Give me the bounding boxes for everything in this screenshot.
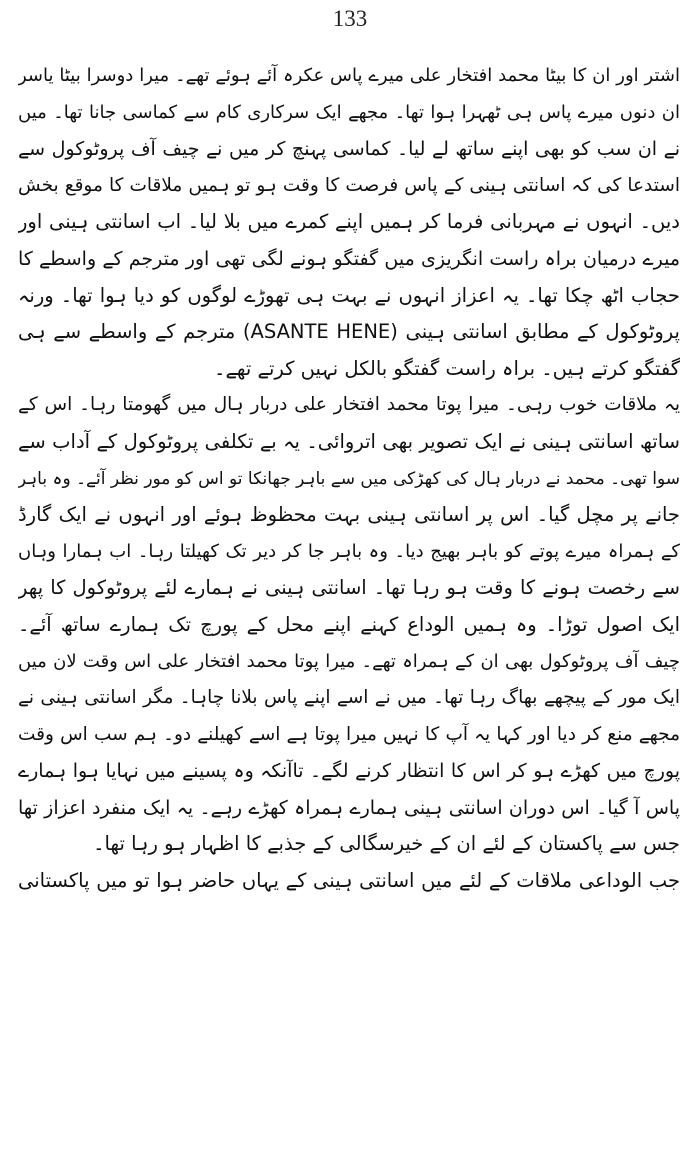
paragraph-end-line: گفتگو کرتے ہیں۔ براہ راست گفتگو بالکل نہیں کرتے تھے۔ [214, 356, 680, 380]
text-line: نے ان سب کو بھی اپنے ساتھ لے لیا۔ کماسی پہنچ کر میں نے چیف آف پروٹوکول سے [18, 138, 680, 161]
page-number: 133 [332, 6, 368, 31]
text-line: حجاب اٹھ چکا تھا۔ یہ اعزاز انہوں نے بہت ہی تھوڑے لوگوں کو دیا ہوا تھا۔ ورنہ [18, 283, 680, 307]
text-line: ایک مور کے پیچھے بھاگ رہا تھا۔ میں نے اسے اپنے پاس بلانا چاہا۔ مگر اسانتی ہینی نے [18, 687, 680, 709]
text-line: سے رخصت ہونے کا وقت ہو رہا تھا۔ اسانتی ہینی نے ہمارے لئے پروٹوکول کا پھر [18, 576, 680, 600]
text-line: ان دنوں میرے پاس ہی ٹھہرا ہوا تھا۔ مجھے ایک سرکاری کام سے کماسی جانا تھا۔ میں [18, 101, 680, 123]
text-line: سوا تھی۔ محمد نے دربار ہال کی کھڑکی میں سے باہر جھانکا تو اس کو مور نظر آئے۔ وہ باہر [18, 468, 680, 489]
paragraph-end-line: جس سے پاکستان کے لئے ان کے خیرسگالی کے جذبے کا اظہار ہو رہا تھا۔ [93, 832, 680, 856]
text-line: جانے پر مچل گیا۔ اس پر اسانتی ہینی بہت محظوظ ہوئے اور انہوں نے ایک گارڈ [18, 503, 680, 527]
text-line: پورچ میں کھڑے ہو کر اس کا انتظار کرنے لگے۔ تاآنکہ وہ پسینے میں نہایا ہوا ہمارے [18, 760, 680, 783]
text-line: چیف آف پروٹوکول بھی ان کے ہمراہ تھے۔ میرا پوتا محمد افتخار علی اس وقت لان میں [18, 650, 680, 672]
text-line: مجھے منع کر دیا اور کہا یہ آپ کا نہیں میرا پوتا ہے اسے کھیلنے دو۔ ہم سب اس وقت [18, 723, 680, 745]
text-line: کے ہمراہ میرے پوتے کو باہر بھیج دیا۔ وہ باہر جا کر دیر تک کھیلتا رہا۔ اب ہمارا وہاں [18, 540, 680, 562]
text-line: دیں۔ انہوں نے مہربانی فرما کر ہمیں اپنے کمرے میں بلا لیا۔ اب اسانتی ہینی اور [18, 210, 680, 234]
text-line: ایک اصول توڑا۔ وہ ہمیں الوداع کہنے اپنے محل کے پورچ تک ہمارے ساتھ آئے۔ [18, 612, 680, 636]
text-line: پاس آ گیا۔ اس دوران اسانتی ہینی ہمارے ہمراہ کھڑے رہے۔ یہ ایک منفرد اعزاز تھا [18, 796, 680, 819]
text-line: ساتھ اسانتی ہینی نے ایک تصویر بھی اتروائی۔ یہ بے تکلفی پروٹوکول کے آداب سے [18, 429, 680, 453]
text-line: جب الوداعی ملاقات کے لئے میں اسانتی ہینی کے یہاں حاضر ہوا تو میں پاکستانی [18, 869, 680, 893]
body-text [18, 58, 680, 900]
text-line: یہ ملاقات خوب رہی۔ میرا پوتا محمد افتخار علی دربار ہال میں گھومتا رہا۔ اس کے [18, 394, 680, 416]
text-line: استدعا کی کہ اسانتی ہینی کے پاس فرصت کا وقت ہو تو ہمیں ملاقات کا موقع بخش [18, 174, 680, 196]
text-line: پروٹوکول کے مطابق اسانتی ہینی (ASANTE HENE) مترجم کے واسطے سے ہی [18, 320, 680, 344]
text-line: اشتر اور ان کا بیٹا محمد افتخار علی میرے پاس عکرہ آئے ہوئے تھے۔ میرا دوسرا بیٹا یاسر [18, 65, 680, 86]
text-line: میرے درمیان براہ راست انگریزی میں گفتگو ہونے لگی تھی اور مترجم کے واسطے کا [18, 247, 680, 270]
